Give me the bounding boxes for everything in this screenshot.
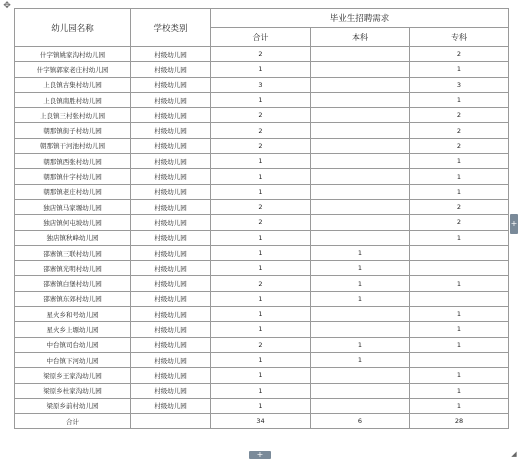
cell-total: 2 [211, 276, 311, 291]
header-total: 合计 [211, 28, 311, 47]
footer-label: 合计 [15, 414, 131, 429]
cell-kindergarten-name: 邵寨镇三联村幼儿园 [15, 245, 131, 260]
cell-junior-college: 1 [410, 398, 509, 413]
cell-bachelor: 1 [311, 245, 410, 260]
cell-total: 2 [211, 199, 311, 214]
cell-bachelor [311, 62, 410, 77]
cell-school-type: 村级幼儿园 [131, 383, 211, 398]
cell-total: 1 [211, 368, 311, 383]
cell-kindergarten-name: 梁原乡杜家沟幼儿园 [15, 383, 131, 398]
table-row [15, 77, 509, 92]
footer-bachelor: 6 [311, 414, 410, 429]
cell-school-type: 村级幼儿园 [131, 92, 211, 107]
cell-bachelor [311, 77, 410, 92]
table-row [15, 368, 509, 383]
table-row [15, 322, 509, 337]
table-row [15, 398, 509, 413]
table-row [15, 230, 509, 245]
cell-total: 2 [211, 337, 311, 352]
cell-school-type: 村级幼儿园 [131, 47, 211, 62]
cell-bachelor [311, 307, 410, 322]
cell-bachelor [311, 215, 410, 230]
cell-bachelor [311, 199, 410, 214]
table-row [15, 92, 509, 107]
cell-kindergarten-name: 中台镇司台幼儿园 [15, 337, 131, 352]
cell-school-type: 村级幼儿园 [131, 62, 211, 77]
cell-total: 1 [211, 92, 311, 107]
cell-kindergarten-name: 邵寨镇白堡村幼儿园 [15, 276, 131, 291]
table-row [15, 307, 509, 322]
cell-bachelor [311, 230, 410, 245]
table-row [15, 245, 509, 260]
cell-junior-college: 1 [410, 62, 509, 77]
cell-kindergarten-name: 上良镇南胜村幼儿园 [15, 92, 131, 107]
cell-junior-college: 2 [410, 108, 509, 123]
cell-bachelor [311, 322, 410, 337]
footer-junior-college: 28 [410, 414, 509, 429]
add-column-handle[interactable]: + [510, 214, 518, 234]
table-row [15, 352, 509, 367]
cell-school-type: 村级幼儿园 [131, 169, 211, 184]
cell-kindergarten-name: 星火乡上塬幼儿园 [15, 322, 131, 337]
cell-bachelor: 1 [311, 276, 410, 291]
footer-total: 34 [211, 414, 311, 429]
cell-total: 2 [211, 123, 311, 138]
cell-school-type: 村级幼儿园 [131, 108, 211, 123]
cell-junior-college: 2 [410, 215, 509, 230]
cell-school-type: 村级幼儿园 [131, 199, 211, 214]
cell-total: 1 [211, 383, 311, 398]
resize-corner-icon[interactable]: ◢ [511, 450, 517, 458]
cell-total: 2 [211, 47, 311, 62]
cell-total: 1 [211, 245, 311, 260]
cell-kindergarten-name: 什字镇姚家沟村幼儿园 [15, 47, 131, 62]
table-row [15, 123, 509, 138]
cell-school-type: 村级幼儿园 [131, 123, 211, 138]
cell-total: 2 [211, 215, 311, 230]
cell-bachelor [311, 368, 410, 383]
cell-school-type: 村级幼儿园 [131, 337, 211, 352]
table-row [15, 215, 509, 230]
cell-bachelor [311, 108, 410, 123]
cell-kindergarten-name: 梁原乡前村幼儿园 [15, 398, 131, 413]
cell-kindergarten-name: 邵寨镇东郊村幼儿园 [15, 291, 131, 306]
cell-kindergarten-name: 上良镇三村张村幼儿园 [15, 108, 131, 123]
header-junior-college: 专科 [410, 28, 509, 47]
cell-junior-college: 1 [410, 184, 509, 199]
cell-school-type: 村级幼儿园 [131, 368, 211, 383]
cell-total: 1 [211, 322, 311, 337]
cell-kindergarten-name: 独店镇马家塬幼儿园 [15, 199, 131, 214]
cell-school-type: 村级幼儿园 [131, 291, 211, 306]
header-school-type: 学校类别 [131, 9, 211, 47]
cell-total: 1 [211, 307, 311, 322]
cell-bachelor [311, 398, 410, 413]
cell-junior-college: 1 [410, 276, 509, 291]
cell-bachelor [311, 138, 410, 153]
cell-kindergarten-name: 上良镇古集村幼儿园 [15, 77, 131, 92]
cell-kindergarten-name: 朝那镇街子村幼儿园 [15, 123, 131, 138]
cell-junior-college: 2 [410, 123, 509, 138]
cell-junior-college: 1 [410, 307, 509, 322]
header-kindergarten-name: 幼儿园名称 [15, 9, 131, 47]
cell-total: 1 [211, 62, 311, 77]
add-row-handle[interactable]: + [249, 451, 271, 459]
header-graduate-demand: 毕业生招聘需求 [211, 9, 509, 28]
cell-junior-college: 1 [410, 383, 509, 398]
cell-total: 1 [211, 169, 311, 184]
cell-junior-college [410, 261, 509, 276]
cell-junior-college [410, 291, 509, 306]
recruitment-table [14, 8, 509, 429]
cell-kindergarten-name: 星火乡和号幼儿园 [15, 307, 131, 322]
cell-junior-college: 1 [410, 92, 509, 107]
header-bachelor: 本科 [311, 28, 410, 47]
cell-bachelor: 1 [311, 337, 410, 352]
cell-bachelor [311, 123, 410, 138]
cell-junior-college: 1 [410, 368, 509, 383]
cell-kindergarten-name: 朝那镇干河池村幼儿园 [15, 138, 131, 153]
cell-total: 3 [211, 77, 311, 92]
cell-junior-college [410, 352, 509, 367]
cell-bachelor [311, 47, 410, 62]
table-row [15, 383, 509, 398]
cell-school-type: 村级幼儿园 [131, 230, 211, 245]
cell-school-type: 村级幼儿园 [131, 245, 211, 260]
cell-kindergarten-name: 独店镇何屯坡幼儿园 [15, 215, 131, 230]
cell-junior-college: 2 [410, 199, 509, 214]
table-row [15, 261, 509, 276]
cell-total: 1 [211, 352, 311, 367]
cell-school-type: 村级幼儿园 [131, 184, 211, 199]
cell-bachelor [311, 184, 410, 199]
table-row [15, 184, 509, 199]
table-row [15, 108, 509, 123]
cell-school-type: 村级幼儿园 [131, 215, 211, 230]
cell-bachelor [311, 154, 410, 169]
cell-junior-college: 1 [410, 169, 509, 184]
cell-school-type: 村级幼儿园 [131, 352, 211, 367]
cell-total: 1 [211, 398, 311, 413]
table-row [15, 138, 509, 153]
cell-kindergarten-name: 朝那镇什字村幼儿园 [15, 169, 131, 184]
cell-bachelor: 1 [311, 352, 410, 367]
cell-kindergarten-name: 梁原乡王家沟幼儿园 [15, 368, 131, 383]
cell-school-type: 村级幼儿园 [131, 398, 211, 413]
table-row [15, 47, 509, 62]
cell-total: 2 [211, 108, 311, 123]
cell-bachelor [311, 169, 410, 184]
cell-junior-college: 2 [410, 138, 509, 153]
cell-kindergarten-name: 中台镇下河幼儿园 [15, 352, 131, 367]
footer-type [131, 414, 211, 429]
table-row [15, 62, 509, 77]
cell-school-type: 村级幼儿园 [131, 322, 211, 337]
table-row [15, 199, 509, 214]
cell-bachelor: 1 [311, 261, 410, 276]
table-row [15, 291, 509, 306]
table-row [15, 276, 509, 291]
cell-junior-college: 1 [410, 337, 509, 352]
cell-bachelor: 1 [311, 291, 410, 306]
cell-kindergarten-name: 朝那镇西张村幼儿园 [15, 154, 131, 169]
table-row [15, 337, 509, 352]
cell-total: 1 [211, 154, 311, 169]
cell-junior-college: 1 [410, 322, 509, 337]
move-table-icon[interactable]: ✥ [3, 1, 11, 11]
cell-junior-college: 1 [410, 230, 509, 245]
cell-total: 1 [211, 291, 311, 306]
cell-school-type: 村级幼儿园 [131, 307, 211, 322]
cell-total: 1 [211, 261, 311, 276]
table-row [15, 154, 509, 169]
cell-kindergarten-name: 独店镇秋峰幼儿园 [15, 230, 131, 245]
cell-junior-college: 2 [410, 47, 509, 62]
cell-school-type: 村级幼儿园 [131, 77, 211, 92]
cell-kindergarten-name: 什字镇郭家老庄村幼儿园 [15, 62, 131, 77]
cell-total: 2 [211, 138, 311, 153]
cell-total: 1 [211, 184, 311, 199]
cell-kindergarten-name: 朝那镇老庄村幼儿园 [15, 184, 131, 199]
cell-bachelor [311, 92, 410, 107]
cell-school-type: 村级幼儿园 [131, 276, 211, 291]
cell-kindergarten-name: 邵寨镇光明村幼儿园 [15, 261, 131, 276]
cell-bachelor [311, 383, 410, 398]
table-row [15, 169, 509, 184]
cell-school-type: 村级幼儿园 [131, 154, 211, 169]
cell-school-type: 村级幼儿园 [131, 261, 211, 276]
cell-junior-college: 3 [410, 77, 509, 92]
cell-junior-college [410, 245, 509, 260]
cell-school-type: 村级幼儿园 [131, 138, 211, 153]
table-footer-row [15, 414, 509, 429]
cell-total: 1 [211, 230, 311, 245]
cell-junior-college: 1 [410, 154, 509, 169]
